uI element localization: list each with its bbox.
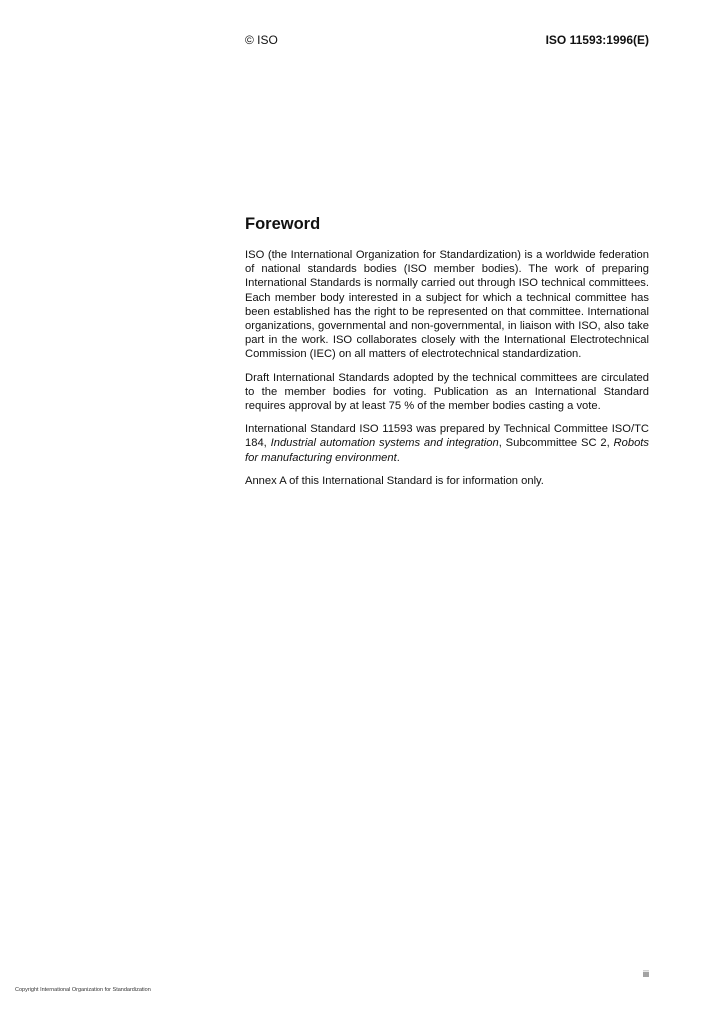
paragraph-3 — [245, 422, 649, 465]
committee-title: Industrial automation systems and integration — [270, 437, 499, 450]
paragraph-3-text-2: , Subcommittee SC 2, — [498, 437, 614, 450]
paragraph-3-text-3: . — [396, 451, 400, 464]
header-standard-id: ISO 11593:1996(E) — [545, 33, 649, 47]
paragraph-4: Annex A of this International Standard is for information only. — [245, 474, 544, 487]
copyright-notice: Copyright International Organization for Standardization — [15, 987, 151, 993]
subcommittee-title: Robots for manufacturing environment — [245, 437, 649, 464]
page-title: Foreword — [245, 215, 321, 233]
page-number: iii — [643, 969, 649, 979]
paragraph-1: ISO (the International Organization for Standardization) is a worldwide federation of national standards bodies (ISO member bodies). The work of preparing International Standards is normally carried out through ISO technical committees. Each member body interested in a subject for which a technical committee has been established has the right to be represented on that committee. International organizations, governmental and non-governmental, in liaison with ISO, also take part in the work. ISO collaborates closely with the International Electrotechnical Commission (IEC) on all matters of electrotechnical standardization. — [245, 249, 649, 361]
foreword-body — [245, 248, 649, 497]
paragraph-3-text-1: International Standard ISO 11593 was prepared by Technical Committee ISO/TC 184, — [245, 423, 649, 450]
header-copyright: © ISO — [245, 33, 278, 47]
paragraph-2: Draft International Standards adopted by the technical committees are circulated to the member bodies for voting. Publication as an International Standard requires approval by at least 75 % of the member bodies casting a vote. — [245, 371, 649, 413]
